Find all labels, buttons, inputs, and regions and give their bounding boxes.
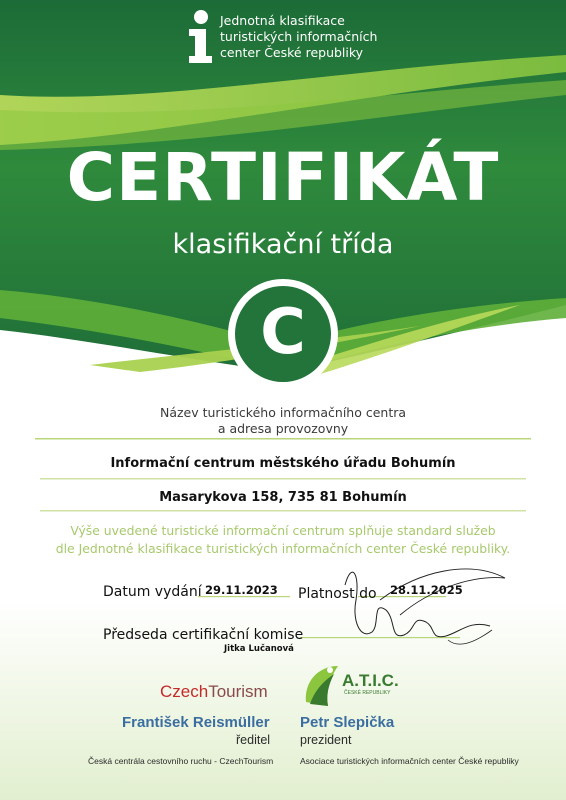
center-label-line-1: Název turistického informačního centra (159, 405, 407, 420)
signatory-organization-2: Asociace turistických informačních center České republiky (300, 756, 519, 766)
signatory-name-2: Petr Slepička (300, 714, 395, 731)
czechtourism-logo (160, 682, 268, 702)
header-line-1: Jednotná klasifikace (220, 13, 345, 28)
issue-date-label: Datum vydání (103, 584, 202, 600)
tourism-logo-part: Tourism (208, 682, 268, 701)
center-name: Informační centrum městského úřadu Bohumín (110, 456, 456, 471)
header-line-3: center České republiky (220, 45, 364, 60)
signatory-role-2: prezident (300, 733, 352, 747)
validity-date-value: 28.11.2025 (390, 583, 463, 597)
signatory-organization-1: Česká centrála cestovního ruchu - CzechTourism (88, 756, 274, 766)
class-letter: C (260, 295, 306, 368)
header-text (220, 13, 460, 61)
atic-logo-subtext: ČESKÉ REPUBLIKY (344, 690, 391, 696)
header-line-2: turistických informačních (220, 29, 378, 44)
center-address: Masarykova 158, 735 81 Bohumín (159, 490, 407, 505)
certificate-subtitle: klasifikační třída (172, 229, 394, 260)
validity-label: Platnost do (298, 586, 377, 602)
committee-label: Předseda certifikační komise (103, 627, 304, 643)
statement-line-1: Výše uvedené turistické informační centrum splňuje standard služeb (70, 523, 496, 538)
center-label-line-2: a adresa provozovny (217, 421, 349, 436)
statement-line-2: dle Jednotné klasifikace turistických informačních center České republiky. (55, 541, 511, 556)
committee-name: Jitka Lučanová (224, 644, 294, 654)
certificate-title: CERTIFIKÁT (66, 139, 500, 216)
czech-logo-part: Czech (160, 682, 209, 701)
signatory-name-1: František Reismüller (122, 714, 270, 731)
atic-logo-text: A.T.I.C. (342, 671, 399, 690)
info-icon (186, 10, 216, 65)
signatory-role-1: ředitel (236, 733, 271, 747)
issue-date-value: 29.11.2023 (205, 583, 278, 597)
